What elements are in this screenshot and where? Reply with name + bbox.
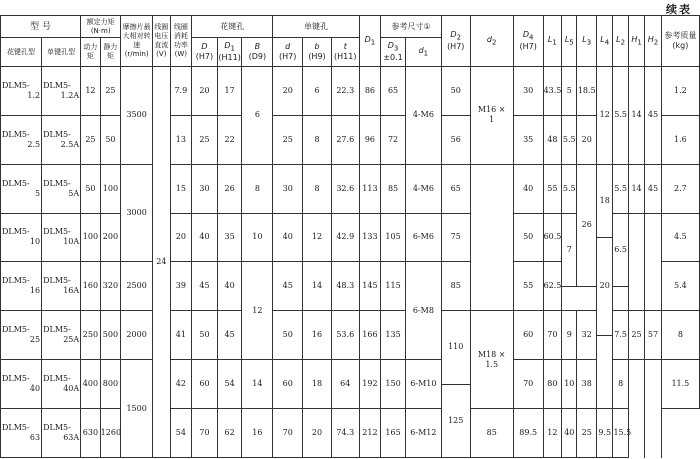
D1-cell: 22 [217,115,242,164]
B-cell: 14 [242,360,273,409]
dyn-torque-cell: 160 [81,262,101,311]
key-model-cell: DLM5- 2.5A [42,115,81,164]
D4-cell: 55 [513,262,543,311]
spline-model-cell: DLM5- 40 [1,360,42,409]
power-cell: 41 [170,311,192,360]
d-cell: 50 [273,311,303,360]
max-speed-cell: 3000 [121,164,153,262]
spline-model-cell: DLM5- 63 [1,409,42,458]
t-cell: 32.6 [331,164,359,213]
D1-main-cell: 113 [359,164,381,213]
H2-cell: 45 [645,66,661,164]
header-model: 型 号 [1,16,81,38]
D-cell: 45 [192,262,218,311]
key-model-cell: DLM5- 5A [42,164,81,213]
spline-model-cell: DLM5- 10 [1,213,42,262]
D3-cell: 150 [381,360,406,409]
L1-cell: 80 [543,360,562,409]
header-spline-hole: 花键孔 [192,16,273,38]
d2-cell: M16 × 1 [470,66,513,164]
H2-cell-blank [645,213,661,311]
D-cell: 25 [192,115,218,164]
header-L4: $L_4$ [597,16,613,67]
d-cell: 20 [273,66,303,115]
L1-cell: 48 [543,115,562,164]
header-B: B (D9) [242,38,273,67]
D3-cell: 72 [381,115,406,164]
header-ref-mass: 参考质量 (kg) [661,16,699,67]
D-cell: 30 [192,164,218,213]
dyn-torque-cell: 25 [81,115,101,164]
B-cell: 12 [242,262,273,360]
power-cell: 7.9 [170,66,192,115]
t-cell: 48.3 [331,262,359,311]
power-cell: 54 [170,409,192,458]
d1-cell: 4-M6 [405,164,441,213]
dyn-torque-cell: 100 [81,213,101,262]
header-D: D (H7) [192,38,218,67]
D-cell: 60 [192,360,218,409]
D1-cell: 45 [217,311,242,360]
header-power: 线圈消耗功率(W) [170,16,192,67]
L5-cell: 10 [562,360,577,409]
key-model-cell: DLM5- 25A [42,311,81,360]
H1-cell-blank [628,360,644,458]
header-max-speed: 摩擦片最大相对转速(r/min) [121,16,153,67]
voltage-cell: 24 [153,66,170,457]
header-H2: $H_2$ [645,16,661,67]
d-cell: 70 [273,409,303,458]
max-speed-cell: 1500 [121,360,153,458]
header-D1-main: $D_1$ [359,16,381,67]
static-torque-cell: 50 [100,115,121,164]
d-cell: 30 [273,164,303,213]
D2-cell: 110 [441,311,470,384]
L3-cell: 26 [577,164,597,286]
table-caption: 续表 [666,3,692,16]
D4-cell: 30 [513,66,543,115]
dyn-torque-cell: 12 [81,66,101,115]
header-spline-model: 花键孔型 [1,38,42,67]
L2-cell: 9.5 [597,409,613,458]
L3-cell: 40 [562,409,577,458]
header-key-hole: 单键孔 [273,16,359,38]
L3-cell: 20 [577,115,597,164]
d1-cell: 6-M6 [405,213,441,262]
D1-cell: 62 [217,409,242,458]
D-cell: 70 [192,409,218,458]
b-cell: 6 [303,66,332,115]
b-cell: 14 [303,262,332,311]
mass-cell: 8 [661,311,699,360]
spec-table [0,15,700,458]
D2-cell: 65 [441,164,470,213]
header-D4: $D_4$ (H7) [513,16,543,67]
spline-model-cell: DLM5- 5 [1,164,42,213]
D1-main-cell: 212 [359,409,381,458]
H1-cell: 14 [628,164,644,213]
D2-cell: 56 [441,115,470,164]
L5-cell: 5.5 [562,164,577,213]
L3-cell: 18.5 [577,66,597,115]
d-cell: 60 [273,360,303,409]
D1-main-cell: 96 [359,115,381,164]
D1-main-cell: 133 [359,213,381,262]
D1-main-cell: 166 [359,311,381,360]
D1-main-cell: 86 [359,66,381,115]
L2-cell: 8 [613,360,628,409]
header-H1: $H_1$ [628,16,644,67]
H2-cell: 45 [645,164,661,213]
header-L1: $L_1$ [543,16,562,67]
D1-cell: 26 [217,164,242,213]
d1-cell: 4-M6 [405,66,441,164]
key-model-cell: DLM5- 16A [42,262,81,311]
header-rated-torque: 额定力矩(N·m) [81,16,121,38]
D1-cell: 17 [217,66,242,115]
H1-cell: 25 [628,311,644,360]
D4-cell: 85 [470,409,513,458]
header-d2: $d_2$ [470,16,513,67]
H1-cell: 14 [628,66,644,164]
b-cell: 12 [303,213,332,262]
t-cell: 27.6 [331,115,359,164]
t-cell: 53.6 [331,311,359,360]
D4-cell: 35 [513,115,543,164]
spline-model-cell: DLM5- 1.2 [1,66,42,115]
d-cell: 25 [273,115,303,164]
D3-cell: 135 [381,311,406,360]
b-cell: 8 [303,115,332,164]
b-cell: 8 [303,164,332,213]
header-t: t (H11) [331,38,359,67]
B-cell: 8 [242,164,273,213]
H2-cell: 57 [645,311,661,360]
L4-cell: 25 [577,409,597,458]
L1-cell: 60.5 [543,213,562,262]
power-cell: 20 [170,213,192,262]
dyn-torque-cell: 400 [81,360,101,409]
dyn-torque-cell: 630 [81,409,101,458]
power-cell: 15 [170,164,192,213]
dyn-torque-cell: 50 [81,164,101,213]
spline-model-cell: DLM5- 16 [1,262,42,311]
static-torque-cell: 25 [100,66,121,115]
D3-cell: 115 [381,262,406,311]
d-cell: 40 [273,213,303,262]
header-L5: $L_5$ [562,16,577,67]
D3-cell: 105 [381,213,406,262]
max-speed-cell: 2000 [121,311,153,360]
D1-cell: 35 [217,213,242,262]
mass-cell: 1.6 [661,115,699,164]
mass-cell: 11.5 [661,360,699,409]
D3-cell: 85 [381,164,406,213]
L3-cell: 32 [577,311,597,360]
L2-cell: 5.5 [613,164,628,213]
key-model-cell: DLM5- 63A [42,409,81,458]
L3-cell: 38 [577,360,597,409]
H2-cell-blank [645,360,661,458]
D-cell: 40 [192,213,218,262]
mass-cell: 15.5 [613,409,628,458]
header-b: b (H9) [303,38,332,67]
B-cell: 6 [242,66,273,164]
D3-cell: 65 [381,66,406,115]
L1-cell: 43.5 [543,66,562,115]
B-cell: 10 [242,213,273,262]
L4-cell: 18 [597,164,613,237]
L2-cell: 7.5 [613,311,628,360]
header-ref-size: 参考尺寸① [381,16,442,38]
power-cell: 39 [170,262,192,311]
t-cell: 22.3 [331,66,359,115]
L1-cell: 89.5 [513,409,543,458]
D-cell: 50 [192,311,218,360]
max-speed-cell: 2500 [121,262,153,311]
static-torque-cell: 100 [100,164,121,213]
L5-cell: 12 [543,409,562,458]
D2-cell: 125 [441,384,470,457]
L2-cell: 6.5 [613,213,628,286]
D4-cell: 50 [513,213,543,262]
static-torque-cell: 500 [100,311,121,360]
L5-cell: 5 [562,66,577,115]
key-model-cell: DLM5- 1.2A [42,66,81,115]
spline-model-cell: DLM5- 2.5 [1,115,42,164]
dyn-torque-cell: 250 [81,311,101,360]
t-cell: 64 [331,360,359,409]
mass-cell: 1.2 [661,66,699,115]
D1-cell: 40 [217,262,242,311]
D2-cell: 75 [441,213,470,262]
spline-model-cell: DLM5- 25 [1,311,42,360]
t-cell: 74.3 [331,409,359,458]
key-model-cell: DLM5- 40A [42,360,81,409]
L2-cell: 5.5 [613,66,628,164]
D1-main-cell: 192 [359,360,381,409]
header-dyn-torque: 动力矩 [81,38,101,67]
d-cell: 45 [273,262,303,311]
D-cell: 20 [192,66,218,115]
header-d: d (H7) [273,38,303,67]
B-cell: 16 [242,409,273,458]
D1-cell: 54 [217,360,242,409]
power-cell: 13 [170,115,192,164]
header-D1: $D_1$ (H11) [217,38,242,67]
L1-cell: 55 [543,164,562,213]
max-speed-cell: 3500 [121,66,153,164]
mass-cell: 5.4 [661,262,699,311]
H1-cell-blank [628,213,644,311]
mass-cell: 2.7 [661,164,699,213]
D4-cell: 40 [513,164,543,213]
L4-cell-blank [597,360,613,409]
D4-cell: 60 [513,311,543,360]
L1-cell: 70 [543,311,562,360]
header-d1: $d_1$ [405,38,441,67]
header-L3: $L_3$ [577,16,597,67]
D2-cell: 85 [441,262,470,311]
power-cell: 42 [170,360,192,409]
mass-cell: 4.5 [661,213,699,262]
L1-cell: 62.5 [543,262,562,311]
header-L2: $L_2$ [613,16,628,67]
b-cell: 16 [303,311,332,360]
key-model-cell: DLM5- 10A [42,213,81,262]
header-D3: $D_3$ ±0.1 [381,38,406,67]
d1-cell: 6-M8 [405,262,441,360]
static-torque-cell: 320 [100,262,121,311]
D4-cell: 70 [513,360,543,409]
L5-cell: 5.5 [562,115,577,164]
b-cell: 20 [303,409,332,458]
b-cell: 18 [303,360,332,409]
L5-cell: 9 [562,311,577,360]
header-D2: $D_2$ (H7) [441,16,470,67]
header-voltage: 线圈电压直流(V) [153,16,170,67]
d1-cell: 6-M12 [405,409,441,458]
header-static-torque: 静力矩 [100,38,121,67]
d2-cell-blank [470,164,513,311]
d2-cell: M18 × 1.5 [470,311,513,409]
d1-cell: 6-M10 [405,360,441,409]
L5-cell: 7 [562,213,577,286]
L4-cell: 20 [597,237,613,335]
t-cell: 42.9 [331,213,359,262]
static-torque-cell: 800 [100,360,121,409]
header-key-model: 单键孔型 [42,38,81,67]
static-torque-cell: 1260 [100,409,121,458]
D2-cell: 50 [441,66,470,115]
L4-cell: 12 [597,66,613,164]
static-torque-cell: 200 [100,213,121,262]
D1-main-cell: 145 [359,262,381,311]
D3-cell: 165 [381,409,406,458]
